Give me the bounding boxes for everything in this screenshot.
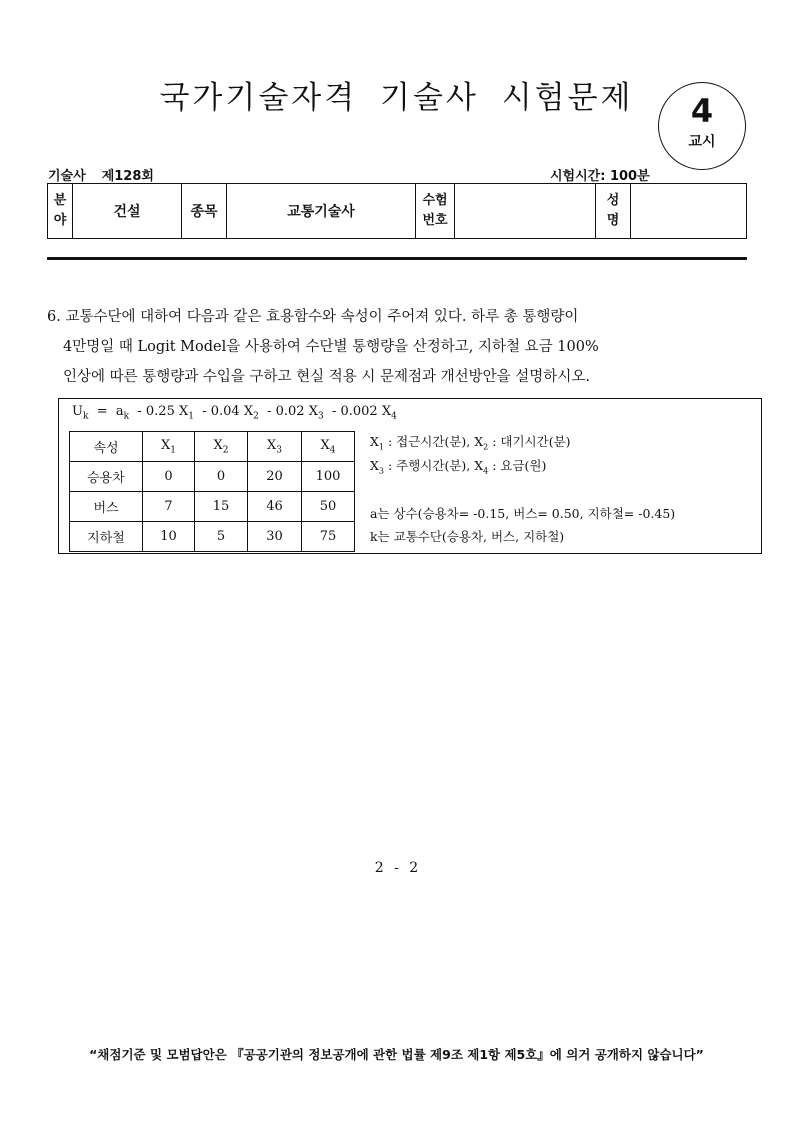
exam-time: 시험시간: 100분 — [550, 169, 650, 184]
value-cell: 0 — [143, 462, 195, 492]
header-cell: $X_1$ — [143, 432, 195, 462]
question-line-3: 인상에 따른 통행량과 수입을 구하고 현실 적용 시 문제점과 개선방안을 설명하시오. — [63, 369, 590, 385]
page-number: 2 - 2 — [374, 860, 419, 876]
name-label: 성 명 — [596, 184, 631, 239]
value-cell: 50 — [302, 492, 355, 522]
exam-round: 제128회 — [101, 169, 154, 184]
attribute-table — [69, 431, 355, 552]
legend-x1-x2: $X_1$ : 접근시간(분), $X_2$ : 대기시간(분) — [370, 434, 571, 452]
mode-cell: 지하철 — [70, 522, 143, 552]
table-row — [70, 522, 355, 552]
session-badge — [658, 82, 746, 170]
candidate-info-table — [47, 183, 747, 239]
header-cell: $X_3$ — [248, 432, 302, 462]
field-label: 분 야 — [48, 184, 73, 239]
header-cell: $X_2$ — [195, 432, 248, 462]
session-label: 교시 — [688, 134, 716, 150]
exam-meta — [48, 165, 170, 184]
field-value: 건설 — [73, 184, 182, 239]
table-row — [70, 492, 355, 522]
category-value: 교통기술사 — [227, 184, 416, 239]
utility-formula: $U_k = a_k - 0.25$ $X_1 - 0.04$ $X_2 - 0.02$ $X_3 - 0.002$ $X_4$ — [72, 404, 397, 422]
name-field[interactable] — [631, 184, 747, 239]
question-text — [47, 302, 752, 392]
mode-cell: 승용차 — [70, 462, 143, 492]
question-line-2: 4만명일 때 Logit Model을 사용하여 수단별 통행량을 산정하고, 지하철 요금 100% — [63, 339, 599, 355]
value-cell: 10 — [143, 522, 195, 552]
table-row — [70, 462, 355, 492]
question-line-1: 6. 교통수단에 대하여 다음과 같은 효용함수와 속성이 주어져 있다. 하루 총 통행량이 — [47, 309, 579, 325]
value-cell: 30 — [248, 522, 302, 552]
category-label: 종목 — [182, 184, 227, 239]
value-cell: 20 — [248, 462, 302, 492]
exam-type: 기술사 — [48, 169, 86, 184]
value-cell: 75 — [302, 522, 355, 552]
legend-constant-note: a는 상수(승용차= -0.15, 버스= 0.50, 지하철= -0.45) — [370, 506, 676, 521]
footer-notice: “채점기준 및 모범답안은 『공공기관의 정보공개에 관한 법률 제9조 제1항 제5호』에 의거 공개하지 않습니다” — [89, 1047, 704, 1062]
header-cell: 속성 — [70, 432, 143, 462]
exam-title: 국가기술자격 기술사 시험문제 — [159, 80, 634, 116]
value-cell: 7 — [143, 492, 195, 522]
header-cell: $X_4$ — [302, 432, 355, 462]
legend-x3-x4: $X_3$ : 주행시간(분), $X_4$ : 요금(원) — [370, 458, 547, 476]
value-cell: 15 — [195, 492, 248, 522]
exam-number-label: 수험 번호 — [416, 184, 455, 239]
value-cell: 46 — [248, 492, 302, 522]
value-cell: 100 — [302, 462, 355, 492]
legend-mode-note: k는 교통수단(승용차, 버스, 지하철) — [370, 529, 565, 544]
exam-number-field[interactable] — [455, 184, 596, 239]
session-number: 4 — [690, 92, 714, 130]
table-header-row — [70, 432, 355, 462]
value-cell: 5 — [195, 522, 248, 552]
mode-cell: 버스 — [70, 492, 143, 522]
question-number: 6. — [47, 309, 61, 325]
header-divider — [47, 257, 747, 260]
value-cell: 0 — [195, 462, 248, 492]
